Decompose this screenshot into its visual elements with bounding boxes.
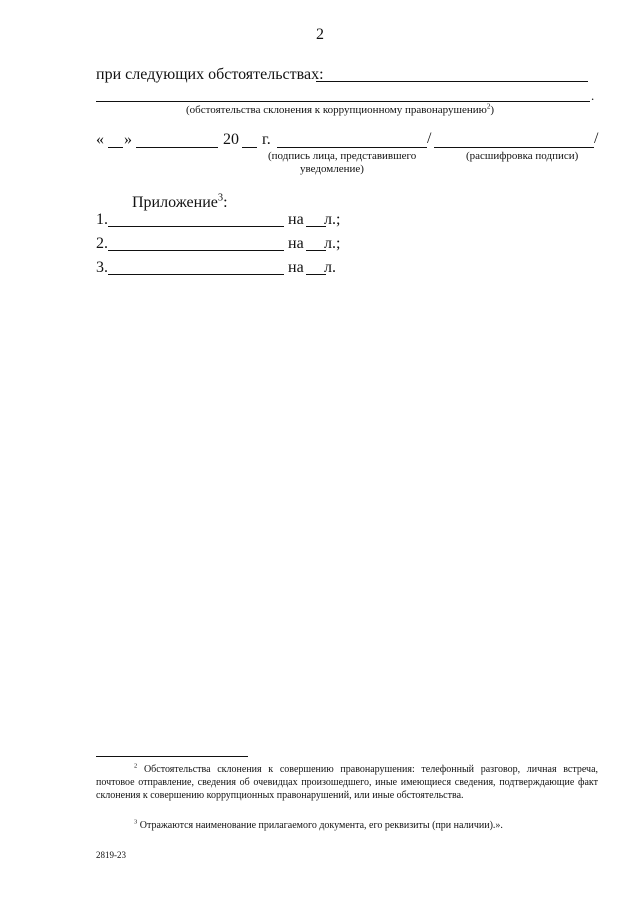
footnote-2 <box>96 763 598 802</box>
appendix-item-fill-line <box>108 274 284 275</box>
appendix-title-text: Приложение <box>132 194 218 211</box>
appendix-item-end: л.; <box>324 235 341 252</box>
appendix-title <box>132 194 228 212</box>
document-code: 2819-23 <box>96 850 126 860</box>
footnote-3-text: Отражаются наименование прилагаемого документа, его реквизиты (при наличии).». <box>139 820 503 831</box>
circumstances-caption-text: (обстоятельства склонения к коррупционному правонарушению <box>186 104 487 116</box>
appendix-item-number: 3. <box>96 259 108 276</box>
appendix-title-colon: : <box>223 194 228 211</box>
footnote-3-mark: 3 <box>134 818 138 826</box>
appendix-item-fill-line <box>108 226 284 227</box>
appendix-item-na: на <box>288 235 304 252</box>
appendix-item-end: л. <box>324 259 336 276</box>
date-close-quote: » <box>124 131 132 148</box>
year-prefix: 20 <box>223 131 239 148</box>
appendix-item-end: л.; <box>324 211 341 228</box>
signature-caption-line-1: (подпись лица, представившего <box>268 150 417 162</box>
page-number: 2 <box>316 26 324 43</box>
appendix-item-pages-line <box>306 274 326 275</box>
appendix-item-na: на <box>288 211 304 228</box>
signature-caption-line-2: уведомление) <box>300 163 364 175</box>
footnote-2-mark: 2 <box>134 762 138 770</box>
appendix-item-number: 1. <box>96 211 108 228</box>
circumstances-fill-line-2 <box>96 101 590 102</box>
date-open-quote: « <box>96 131 104 148</box>
circumstances-label: при следующих обстоятельствах: <box>96 66 324 83</box>
circumstances-caption <box>186 104 494 116</box>
circumstances-end-mark: . <box>591 88 595 103</box>
signature-decode-fill-line <box>434 147 594 148</box>
footnote-3 <box>96 819 598 832</box>
separator-slash-1: / <box>427 130 432 147</box>
day-fill-line <box>108 147 123 148</box>
appendix-item-pages-line <box>306 250 326 251</box>
appendix-item-number: 2. <box>96 235 108 252</box>
circumstances-fill-line-1 <box>316 81 588 82</box>
footnote-ref-3: 3 <box>217 192 224 204</box>
year-fill-line <box>242 147 257 148</box>
signature-fill-line <box>277 147 427 148</box>
signature-decode-caption: (расшифровка подписи) <box>466 150 579 162</box>
appendix-item-pages-line <box>306 226 326 227</box>
footnote-separator <box>96 756 248 757</box>
circumstances-caption-close: ) <box>490 104 495 116</box>
separator-slash-2: / <box>594 130 599 147</box>
appendix-item-na: на <box>288 259 304 276</box>
footnote-ref-2: 2 <box>486 102 491 111</box>
appendix-item-fill-line <box>108 250 284 251</box>
month-fill-line <box>136 147 218 148</box>
year-suffix: г. <box>262 131 271 148</box>
footnote-2-text: Обстоятельства склонения к совершению правонарушения: телефонный разговор, личная встреча, почтовое отправление, сведения об очевидцах произошедшего, иные имеющиеся сведения, подтверждающие факт склонения к совершению коррупционных правонарушений, или иные обстоятельства. <box>96 764 599 801</box>
